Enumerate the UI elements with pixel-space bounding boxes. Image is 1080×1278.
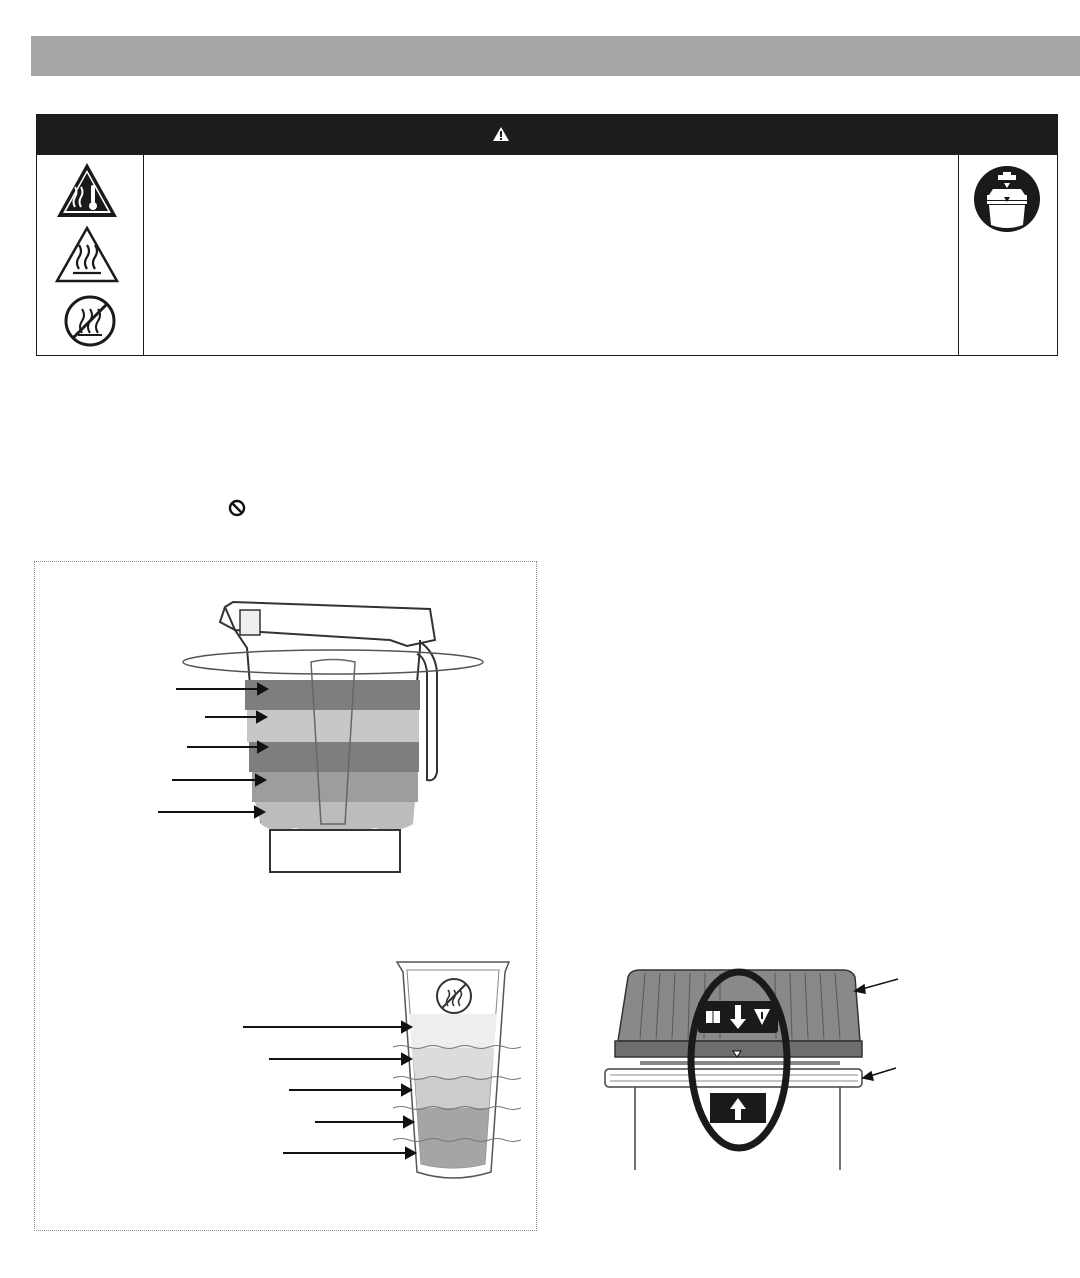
no-hot-liquids-icon xyxy=(437,979,471,1013)
lid-alignment-illustration xyxy=(600,965,930,1175)
lid-secured-on-container-icon xyxy=(973,163,1041,235)
tall-cup-illustration xyxy=(35,952,536,1232)
fill-band-2 xyxy=(247,710,419,742)
warning-triangle-icon xyxy=(492,126,510,142)
cup-fill-band-1 xyxy=(409,1014,497,1048)
warning-right-column xyxy=(958,155,1057,355)
container-base-top xyxy=(605,1069,862,1170)
header-bar xyxy=(31,36,1080,76)
prohibited-icon xyxy=(228,499,246,517)
container-lid xyxy=(220,602,435,646)
cup-fill-band-2 xyxy=(412,1048,494,1078)
cup-body xyxy=(393,962,521,1178)
fill-band-1 xyxy=(245,680,420,710)
warning-icons-column xyxy=(37,155,144,355)
arrow-up-icon xyxy=(710,1093,766,1123)
hot-surface-warning-icon xyxy=(55,225,119,283)
cup-fill-band-3 xyxy=(415,1078,491,1108)
container-body xyxy=(183,630,483,872)
warning-panel xyxy=(36,114,1058,356)
container-base xyxy=(270,830,400,872)
fill-level-arrows-bottom xyxy=(243,1022,415,1158)
hot-liquid-thermometer-warning-icon xyxy=(55,161,119,219)
warning-header xyxy=(37,115,1057,155)
fill-band-3 xyxy=(249,742,419,772)
fill-band-4 xyxy=(252,772,418,802)
blender-container-illustration xyxy=(35,562,536,892)
fill-band-5 xyxy=(255,802,415,833)
no-hot-liquids-icon xyxy=(62,293,118,349)
cup-fill-band-4 xyxy=(417,1108,489,1168)
fill-level-figure-box xyxy=(34,561,537,1231)
warning-text-area xyxy=(143,155,959,355)
callout-arrows xyxy=(855,979,898,1080)
